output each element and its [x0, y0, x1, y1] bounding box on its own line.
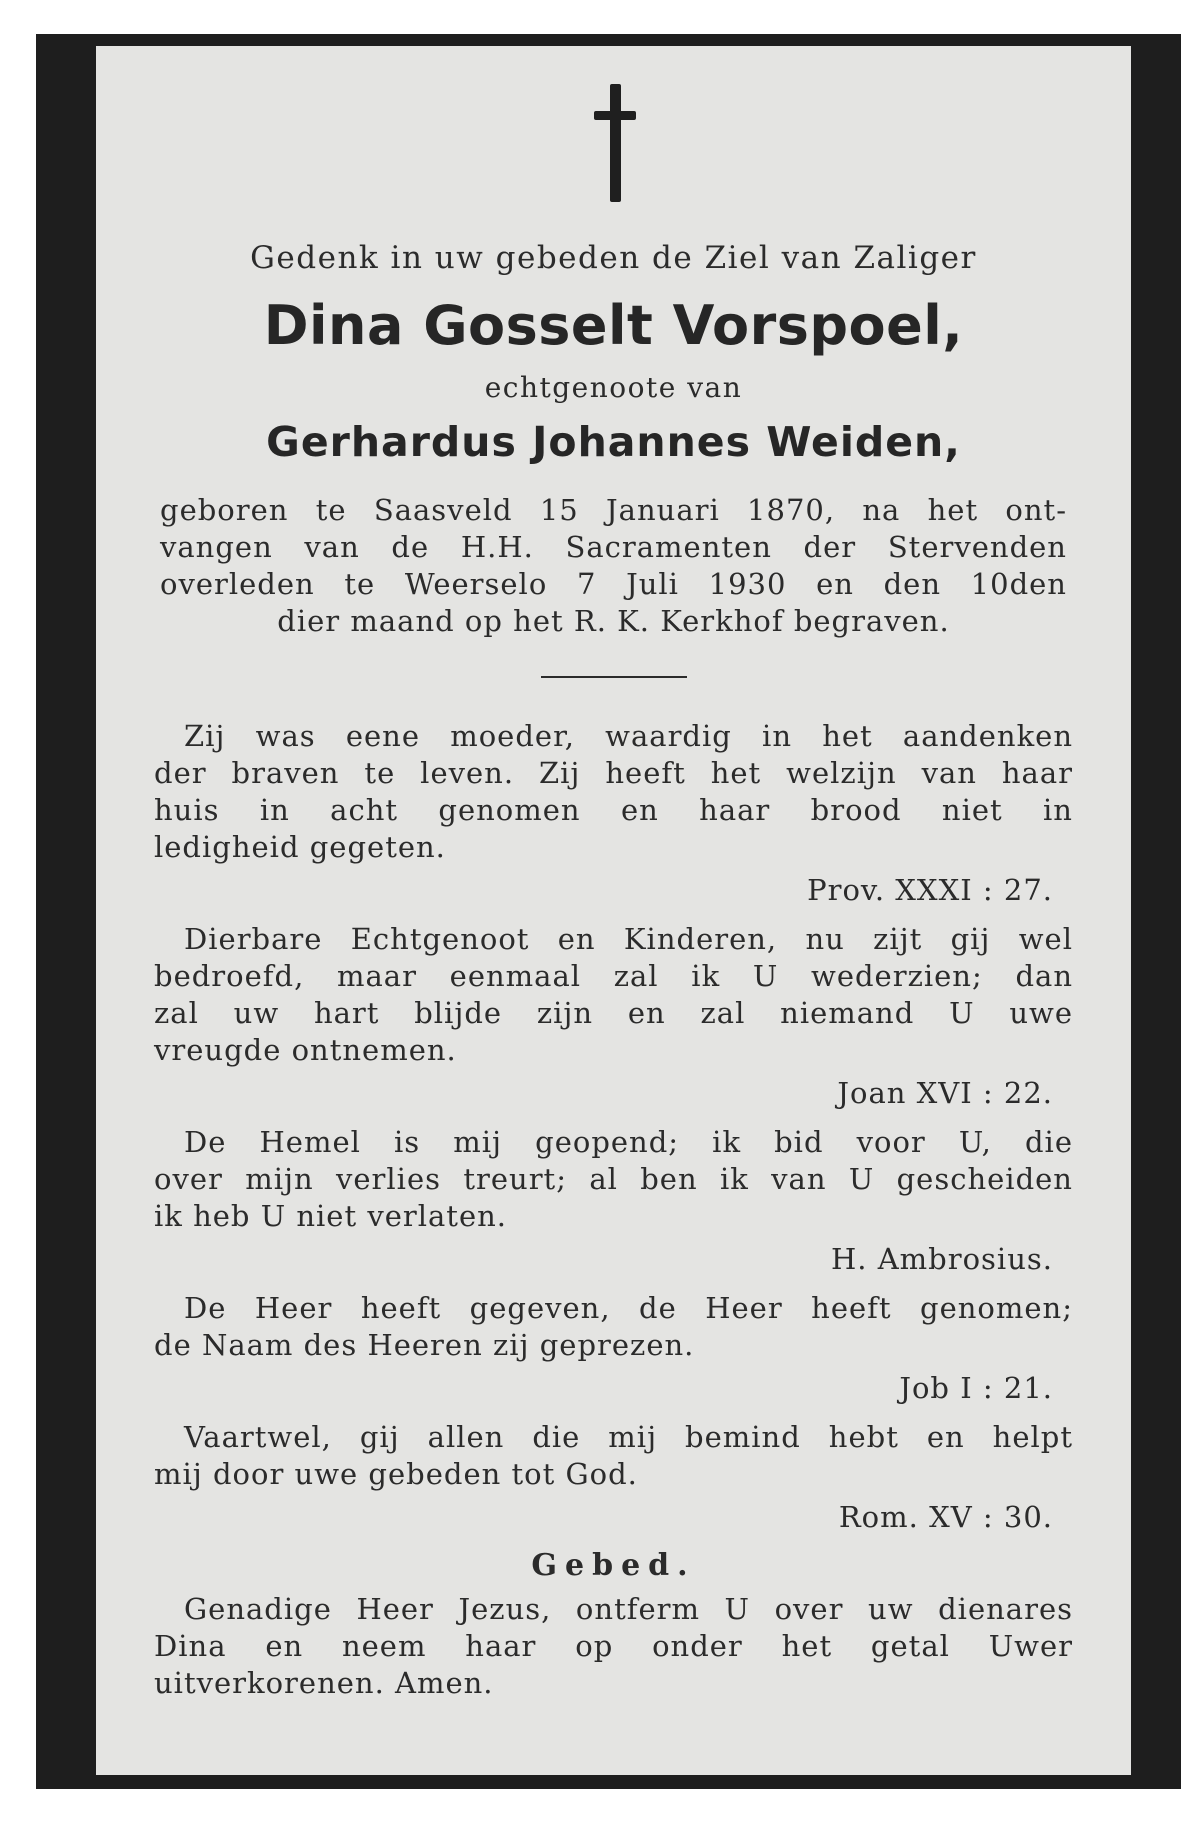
verse-line: der braven te leven. Zij heeft het welzijn van haar — [154, 756, 1073, 790]
prayer-line: Dina en neem haar op onder het getal Uwer — [154, 1629, 1073, 1663]
divider — [541, 676, 687, 678]
verse-line: over mijn verlies treurt; al ben ik van U gescheiden — [154, 1162, 1073, 1196]
biography-line: dier maand op het R. K. Kerkhof begraven. — [277, 604, 950, 638]
latin-cross-icon — [594, 84, 634, 202]
verse-reference: Prov. XXXI : 27. — [807, 873, 1053, 907]
verse-line: Zij was eene moeder, waardig in het aandenken — [184, 719, 1073, 753]
card-paper — [96, 46, 1131, 1775]
verse-line: ik heb U niet verlaten. — [154, 1199, 508, 1233]
verse-reference: Joan XVI : 22. — [837, 1076, 1053, 1110]
verse-line: vreugde ontnemen. — [154, 1033, 457, 1067]
prayer-line: uitverkorenen. Amen. — [154, 1666, 494, 1700]
verse — [154, 718, 1073, 866]
biography-line: overleden te Weerselo 7 Juli 1930 en den 10den — [160, 567, 1067, 601]
deceased-name: Dina Gosselt Vorspoel, — [263, 294, 964, 357]
memorial-card — [36, 34, 1181, 1789]
verse — [154, 1419, 1073, 1493]
prayer-line: Genadige Heer Jezus, ontferm U over uw dienares — [184, 1592, 1073, 1626]
verse-line: zal uw hart blijde zijn en zal niemand U uwe — [154, 996, 1073, 1030]
biography — [154, 492, 1073, 640]
verse-line: Vaartwel, gij allen die mij bemind hebt en helpt — [184, 1420, 1073, 1454]
verse-line: ledigheid gegeten. — [154, 830, 446, 864]
verse-reference: Job I : 21. — [899, 1371, 1053, 1405]
spouse-name: Gerhardus Johannes Weiden, — [266, 418, 961, 466]
verse-reference: H. Ambrosius. — [831, 1242, 1053, 1276]
verse — [154, 921, 1073, 1069]
spouse-intro: echtgenoote van — [484, 371, 743, 404]
verse-line: de Naam des Heeren zij geprezen. — [154, 1328, 695, 1362]
biography-line: vangen van de H.H. Sacramenten der Stervenden — [160, 530, 1067, 564]
biography-line: geboren te Saasveld 15 Januari 1870, na het ont- — [160, 493, 1067, 527]
verse-line: De Heer heeft gegeven, de Heer heeft genomen; — [184, 1291, 1073, 1325]
verse — [154, 1124, 1073, 1235]
intro-line: Gedenk in uw gebeden de Ziel van Zaliger — [250, 240, 977, 276]
verse-line: bedroefd, maar eenmaal zal ik U wederzien; dan — [154, 959, 1073, 993]
verse-line: mij door uwe gebeden tot God. — [154, 1457, 638, 1491]
verse-line: Dierbare Echtgenoot en Kinderen, nu zijt gij wel — [184, 922, 1073, 956]
verse-reference: Rom. XV : 30. — [838, 1500, 1053, 1534]
prayer — [154, 1591, 1073, 1702]
verse-line: De Hemel is mij geopend; ik bid voor U, die — [184, 1125, 1073, 1159]
verse-line: huis in acht genomen en haar brood niet in — [154, 793, 1073, 827]
prayer-title: Gebed. — [531, 1548, 696, 1583]
verse — [154, 1290, 1073, 1364]
